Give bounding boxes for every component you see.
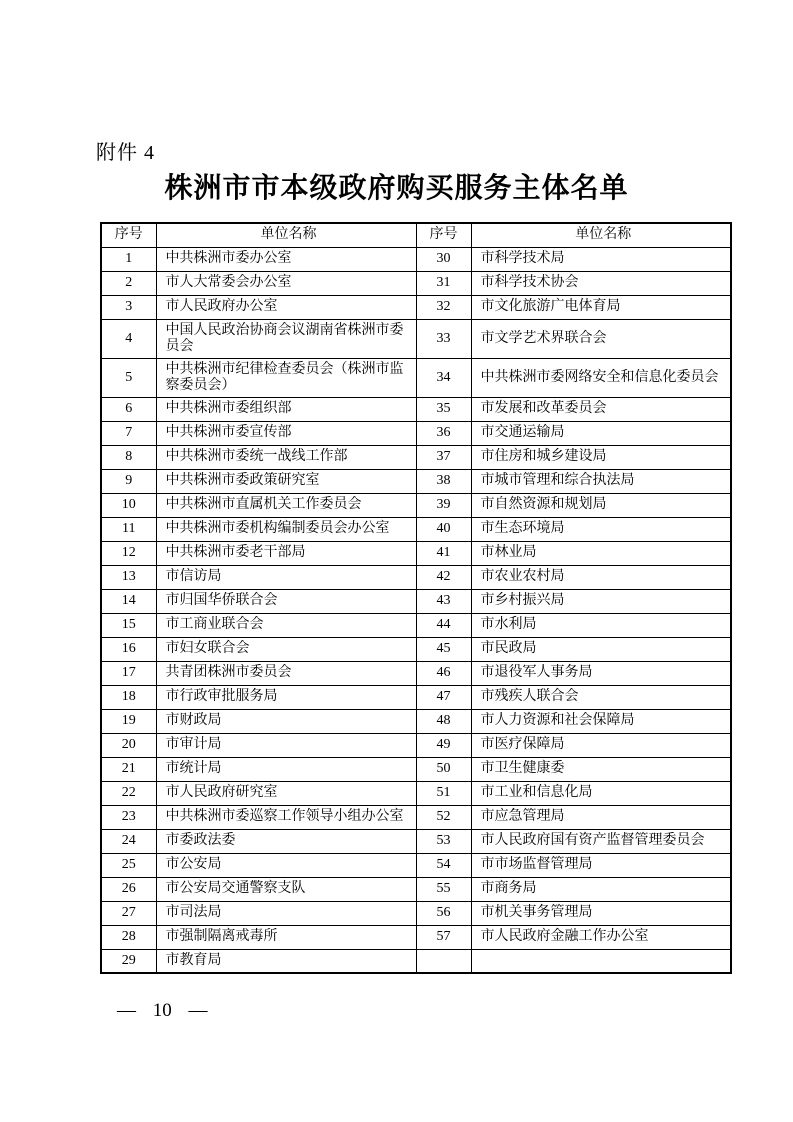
name-cell-left: 中共株洲市委组织部 <box>156 397 416 421</box>
seq-cell-left: 23 <box>101 805 156 829</box>
seq-cell-left: 29 <box>101 949 156 973</box>
name-cell-right: 市乡村振兴局 <box>471 589 731 613</box>
table-row <box>101 709 731 733</box>
name-cell-left: 市财政局 <box>156 709 416 733</box>
name-cell-left: 中共株洲市委老干部局 <box>156 541 416 565</box>
seq-cell-right: 30 <box>416 247 471 271</box>
seq-cell-right: 36 <box>416 421 471 445</box>
seq-cell-right: 44 <box>416 613 471 637</box>
name-cell-right: 市民政局 <box>471 637 731 661</box>
seq-cell-right: 50 <box>416 757 471 781</box>
seq-cell-left: 17 <box>101 661 156 685</box>
seq-cell-left: 15 <box>101 613 156 637</box>
name-cell-right: 市机关事务管理局 <box>471 901 731 925</box>
name-cell-right: 市文学艺术界联合会 <box>471 319 731 358</box>
seq-cell-left: 12 <box>101 541 156 565</box>
name-cell-right: 市城市管理和综合执法局 <box>471 469 731 493</box>
seq-cell-right: 49 <box>416 733 471 757</box>
name-cell-right: 市交通运输局 <box>471 421 731 445</box>
table-row <box>101 445 731 469</box>
header-seq-right: 序号 <box>416 223 471 247</box>
seq-cell-right: 45 <box>416 637 471 661</box>
table-row <box>101 541 731 565</box>
seq-cell-right: 34 <box>416 358 471 397</box>
table-row <box>101 829 731 853</box>
name-cell-right: 市生态环境局 <box>471 517 731 541</box>
seq-cell-left: 3 <box>101 295 156 319</box>
seq-cell-left: 25 <box>101 853 156 877</box>
header-seq-left: 序号 <box>101 223 156 247</box>
name-cell-right: 市人力资源和社会保障局 <box>471 709 731 733</box>
name-cell-right: 市发展和改革委员会 <box>471 397 731 421</box>
seq-cell-left: 14 <box>101 589 156 613</box>
seq-cell-left: 1 <box>101 247 156 271</box>
seq-cell-right: 48 <box>416 709 471 733</box>
seq-cell-left: 13 <box>101 565 156 589</box>
table-row <box>101 247 731 271</box>
seq-cell-right: 57 <box>416 925 471 949</box>
name-cell-right: 市水利局 <box>471 613 731 637</box>
name-cell-left: 市公安局 <box>156 853 416 877</box>
table-row <box>101 295 731 319</box>
name-cell-left: 中共株洲市直属机关工作委员会 <box>156 493 416 517</box>
seq-cell-right: 54 <box>416 853 471 877</box>
seq-cell-left: 9 <box>101 469 156 493</box>
name-cell-left: 市人大常委会办公室 <box>156 271 416 295</box>
name-cell-right: 市林业局 <box>471 541 731 565</box>
name-cell-left: 中共株洲市委统一战线工作部 <box>156 445 416 469</box>
table-row <box>101 637 731 661</box>
header-name-left: 单位名称 <box>156 223 416 247</box>
seq-cell-right: 39 <box>416 493 471 517</box>
seq-cell-left: 27 <box>101 901 156 925</box>
table-row <box>101 358 731 397</box>
table-row <box>101 589 731 613</box>
name-cell-right: 市残疾人联合会 <box>471 685 731 709</box>
seq-cell-right: 31 <box>416 271 471 295</box>
name-cell-right: 市市场监督管理局 <box>471 853 731 877</box>
table-row <box>101 805 731 829</box>
table-row <box>101 757 731 781</box>
name-cell-left: 中共株洲市委办公室 <box>156 247 416 271</box>
table-row <box>101 397 731 421</box>
attachment-label: 附件 4 <box>96 142 155 164</box>
seq-cell-left: 18 <box>101 685 156 709</box>
header-name-right: 单位名称 <box>471 223 731 247</box>
table-row <box>101 925 731 949</box>
seq-cell-left: 21 <box>101 757 156 781</box>
name-cell-left: 市公安局交通警察支队 <box>156 877 416 901</box>
seq-cell-right: 38 <box>416 469 471 493</box>
seq-cell-left: 4 <box>101 319 156 358</box>
seq-cell-left: 10 <box>101 493 156 517</box>
table-row <box>101 469 731 493</box>
seq-cell-left: 22 <box>101 781 156 805</box>
name-cell-left: 市人民政府办公室 <box>156 295 416 319</box>
table-row <box>101 493 731 517</box>
seq-cell-right: 52 <box>416 805 471 829</box>
name-cell-right: 市人民政府国有资产监督管理委员会 <box>471 829 731 853</box>
seq-cell-right <box>416 949 471 973</box>
seq-cell-right: 32 <box>416 295 471 319</box>
seq-cell-right: 40 <box>416 517 471 541</box>
name-cell-right: 市应急管理局 <box>471 805 731 829</box>
name-cell-left: 中共株洲市委巡察工作领导小组办公室 <box>156 805 416 829</box>
name-cell-left: 共青团株洲市委员会 <box>156 661 416 685</box>
name-cell-left: 市归国华侨联合会 <box>156 589 416 613</box>
name-cell-right <box>471 949 731 973</box>
seq-cell-left: 19 <box>101 709 156 733</box>
page-title: 株洲市市本级政府购买服务主体名单 <box>164 172 629 203</box>
name-cell-left: 中共株洲市委政策研究室 <box>156 469 416 493</box>
name-cell-left: 市统计局 <box>156 757 416 781</box>
table-row <box>101 517 731 541</box>
name-cell-left: 市审计局 <box>156 733 416 757</box>
name-cell-right: 市自然资源和规划局 <box>471 493 731 517</box>
roster-table <box>100 222 732 974</box>
page-number: — 10 — <box>117 1000 208 1021</box>
name-cell-left: 中共株洲市纪律检查委员会（株洲市监察委员会） <box>156 358 416 397</box>
name-cell-right: 市商务局 <box>471 877 731 901</box>
table-row <box>101 565 731 589</box>
seq-cell-left: 5 <box>101 358 156 397</box>
seq-cell-right: 41 <box>416 541 471 565</box>
table-row <box>101 319 731 358</box>
seq-cell-right: 46 <box>416 661 471 685</box>
name-cell-right: 市文化旅游广电体育局 <box>471 295 731 319</box>
seq-cell-left: 28 <box>101 925 156 949</box>
seq-cell-left: 2 <box>101 271 156 295</box>
name-cell-right: 市工业和信息化局 <box>471 781 731 805</box>
name-cell-left: 市司法局 <box>156 901 416 925</box>
seq-cell-right: 47 <box>416 685 471 709</box>
seq-cell-right: 53 <box>416 829 471 853</box>
name-cell-left: 市强制隔离戒毒所 <box>156 925 416 949</box>
name-cell-right: 市科学技术协会 <box>471 271 731 295</box>
table-row <box>101 853 731 877</box>
seq-cell-right: 33 <box>416 319 471 358</box>
name-cell-left: 市教育局 <box>156 949 416 973</box>
seq-cell-left: 8 <box>101 445 156 469</box>
name-cell-left: 市妇女联合会 <box>156 637 416 661</box>
name-cell-right: 市退役军人事务局 <box>471 661 731 685</box>
name-cell-left: 市委政法委 <box>156 829 416 853</box>
seq-cell-right: 51 <box>416 781 471 805</box>
name-cell-right: 市农业农村局 <box>471 565 731 589</box>
seq-cell-right: 43 <box>416 589 471 613</box>
seq-cell-right: 56 <box>416 901 471 925</box>
name-cell-left: 市人民政府研究室 <box>156 781 416 805</box>
seq-cell-right: 35 <box>416 397 471 421</box>
table-row <box>101 685 731 709</box>
name-cell-right: 市科学技术局 <box>471 247 731 271</box>
table-row <box>101 733 731 757</box>
name-cell-right: 市人民政府金融工作办公室 <box>471 925 731 949</box>
table-header-row <box>101 223 731 247</box>
seq-cell-left: 7 <box>101 421 156 445</box>
name-cell-right: 市住房和城乡建设局 <box>471 445 731 469</box>
seq-cell-right: 42 <box>416 565 471 589</box>
name-cell-left: 中国人民政治协商会议湖南省株洲市委员会 <box>156 319 416 358</box>
name-cell-left: 市信访局 <box>156 565 416 589</box>
seq-cell-left: 16 <box>101 637 156 661</box>
name-cell-left: 市行政审批服务局 <box>156 685 416 709</box>
seq-cell-left: 6 <box>101 397 156 421</box>
seq-cell-left: 26 <box>101 877 156 901</box>
table-row <box>101 901 731 925</box>
table-row <box>101 949 731 973</box>
table-row <box>101 781 731 805</box>
name-cell-right: 市卫生健康委 <box>471 757 731 781</box>
name-cell-right: 市医疗保障局 <box>471 733 731 757</box>
seq-cell-left: 20 <box>101 733 156 757</box>
table-row <box>101 877 731 901</box>
name-cell-left: 中共株洲市委宣传部 <box>156 421 416 445</box>
table-row <box>101 421 731 445</box>
name-cell-left: 市工商业联合会 <box>156 613 416 637</box>
seq-cell-left: 24 <box>101 829 156 853</box>
name-cell-right: 中共株洲市委网络安全和信息化委员会 <box>471 358 731 397</box>
table-row <box>101 271 731 295</box>
seq-cell-left: 11 <box>101 517 156 541</box>
seq-cell-right: 55 <box>416 877 471 901</box>
name-cell-left: 中共株洲市委机构编制委员会办公室 <box>156 517 416 541</box>
table-row <box>101 613 731 637</box>
seq-cell-right: 37 <box>416 445 471 469</box>
table-row <box>101 661 731 685</box>
